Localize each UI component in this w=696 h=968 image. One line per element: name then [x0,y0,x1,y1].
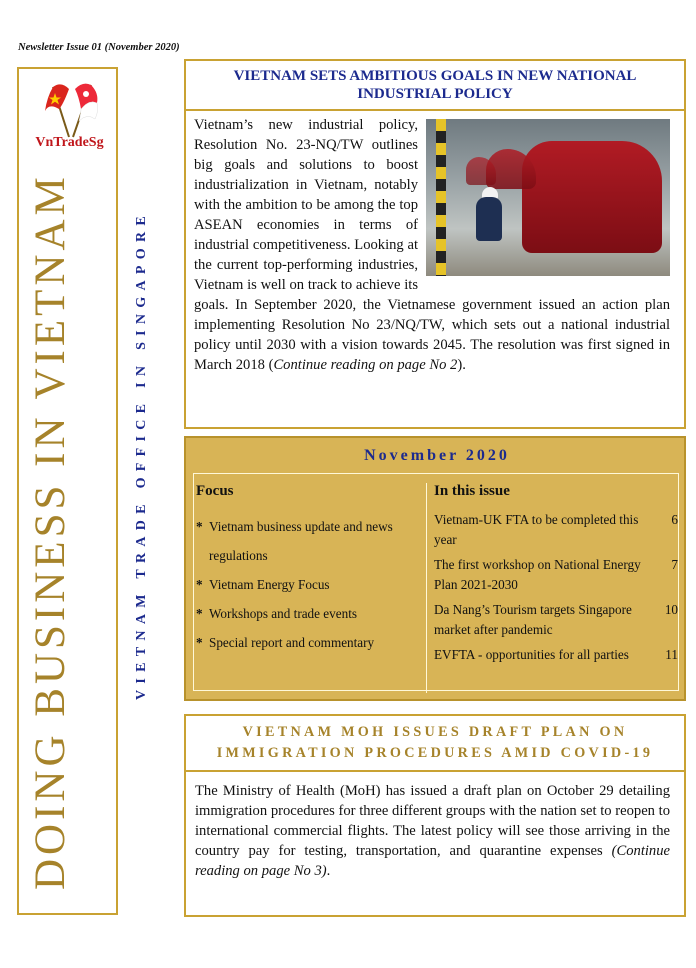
focus-list [196,512,421,657]
lead-article [184,59,686,429]
covid-article-tail: . [326,863,331,879]
lead-article-text: Vietnam’s new industrial policy, Resolution No. 23-NQ/TW outlines big goals and solutions to boost industrialization in Vietnam, notably with the ambition to be among the top ASEAN economies in terms of industrial competitiveness. Looking at the current top-performing industries, Vietnam is well on track to achieve its goals. In September 2020, the Vietnamese government issued an action plan implementing Resolution No 23/NQ/TW, which sets out a national industrial policy until 2030 with a vision towards 2045. The resolution was first signed in March 2018 ( [194,117,670,373]
focus-heading: Focus [196,483,234,499]
covid-article-text: The Ministry of Health (MoH) has issued a draft plan on October 29 detailing immigration procedures for three different groups with the nation set to reopen to international commercial flights. The latest policy will see those arriving in the country pay for testing, transportation, and quarantine expenses [195,783,670,859]
lead-article-tail: ). [457,357,466,373]
car-factory-photo [426,119,670,276]
lead-article-body [186,111,684,375]
issue-item-page: 10 [664,602,678,617]
issue-item-page: 11 [665,647,678,662]
issue-item[interactable] [434,510,682,549]
lead-article-continue-link[interactable]: Continue reading on page No 2 [273,357,458,373]
issue-item-title: EVFTA - opportunities for all parties [434,647,629,662]
issue-item-page: 7 [671,557,678,572]
vietnam-singapore-flags-icon [39,79,103,139]
issue-item[interactable] [434,600,682,639]
issue-item-page: 6 [671,512,678,527]
issue-list [434,510,682,671]
focus-item: * Vietnam business update and news regulations [196,512,421,570]
issue-item-title: Vietnam-UK FTA to be completed this year [434,512,639,547]
contents-title: November 2020 [364,447,510,464]
focus-item: * Workshops and trade events [196,599,421,628]
issue-item-title: The first workshop on National Energy Plan 2021-2030 [434,557,641,592]
covid-article-continue-link[interactable]: (Continue reading on page No 3) [195,843,670,879]
covid-article [184,714,686,917]
focus-item: * Vietnam Energy Focus [196,570,421,599]
contents-box [184,436,686,701]
focus-item: * Special report and commentary [196,628,421,657]
contents-divider [426,483,427,693]
covid-article-body [186,772,684,881]
lead-article-headline: VIETNAM SETS AMBITIOUS GOALS IN NEW NATIONAL INDUSTRIAL POLICY [186,61,684,111]
in-this-issue-heading: In this issue [434,483,510,499]
masthead-subtitle: VIETNAM TRADE OFFICE IN SINGAPORE [134,209,149,700]
issue-item-title: Da Nang’s Tourism targets Singapore market after pandemic [434,602,632,637]
covid-article-headline: VIETNAM MOH ISSUES DRAFT PLAN ON IMMIGRATION PROCEDURES AMID COVID-19 [186,716,684,772]
newsletter-issue-line: Newsletter Issue 01 (November 2020) [18,42,180,53]
logo-text: VnTradeSg [35,135,104,150]
masthead-title: DOING BUSINESS IN VIETNAM [27,173,74,890]
issue-item[interactable] [434,555,682,594]
issue-item[interactable] [434,645,682,665]
